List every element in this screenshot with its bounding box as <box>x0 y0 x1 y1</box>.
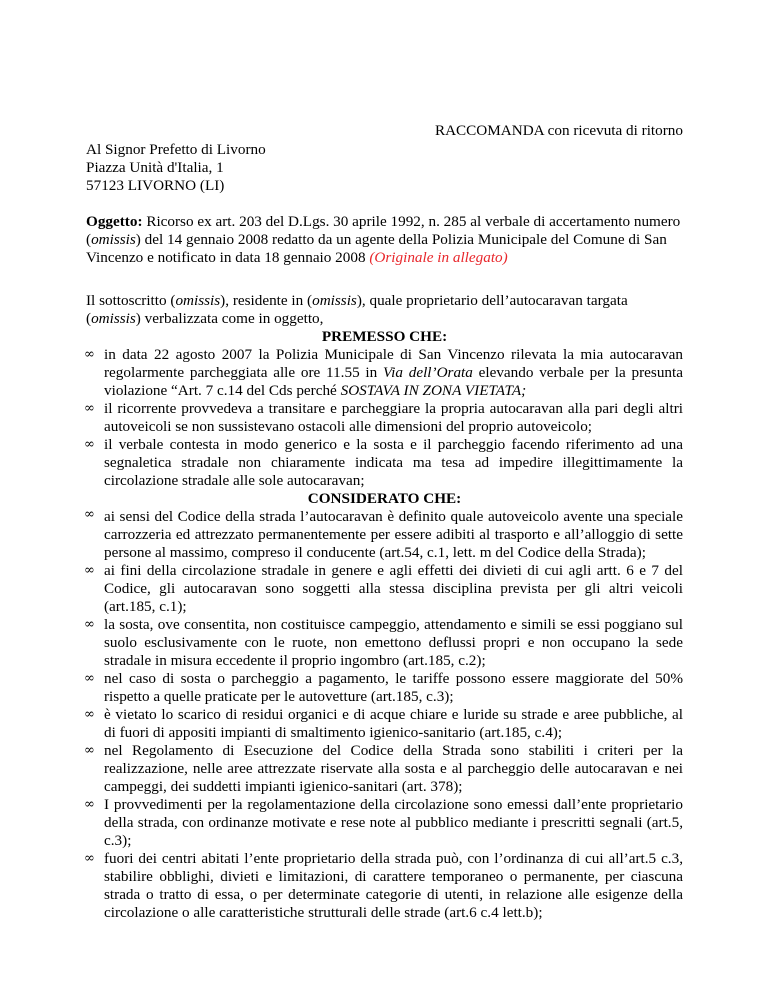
infinity-bullet-icon: ∞ <box>84 797 95 812</box>
list-item <box>86 562 683 616</box>
list-item <box>86 436 683 490</box>
list-item <box>86 742 683 796</box>
item-text: ai sensi del Codice della strada l’autocaravan è definito quale autoveicolo avente una speciale carrozzeria ed attrezzato permanentemente per essere adibiti al trasporto e all’alloggio di sette persone al massimo, compreso il conducente (art.54, c.1, lett. m del Codice della Strada); <box>104 508 683 561</box>
address-line: Al Signor Prefetto di Livorno <box>86 141 266 158</box>
item-text: nel Regolamento di Esecuzione del Codice della Strada sono stabiliti i criteri per la realizzazione, nelle aree attrezzate riservate alla sosta e al parcheggio delle autocaravan e nei campeggi, dei suddetti impianti igienico-sanitari (art. 378); <box>104 742 683 795</box>
infinity-bullet-icon: ∞ <box>84 437 95 452</box>
item-text: I provvedimenti per la regolamentazione della circolazione sono emessi dall’ente proprietario della strada, con ordinanze motivate e rese note al pubblico mediante i prescritti segnali (art.5, c.3); <box>104 796 683 849</box>
omissis: omissis <box>91 310 136 327</box>
infinity-bullet-icon: ∞ <box>84 347 95 362</box>
item-text: in data 22 agosto 2007 la Polizia Municipale di San Vincenzo rilevata la mia autocaravan regolarmente parcheggiata alle ore 11.55 in <box>104 346 683 381</box>
intro-text: ), residente in ( <box>220 292 313 309</box>
address-line: Piazza Unità d'Italia, 1 <box>86 159 224 176</box>
list-item <box>86 796 683 850</box>
list-item <box>86 850 683 922</box>
list-item <box>86 346 683 400</box>
intro-text: ), quale proprietario dell’autocaravan targata ( <box>86 292 628 327</box>
list-item <box>86 670 683 706</box>
list-item <box>86 508 683 562</box>
subject-paragraph <box>86 213 683 267</box>
subject-text: ) del 14 gennaio 2008 redatto da un agente della Polizia Municipale del Comune di San Vincenzo e notificato in data 18 gennaio 2008 <box>86 231 667 266</box>
subject-label: Oggetto: <box>86 213 143 230</box>
omissis: omissis <box>175 292 221 309</box>
attachment-note: (Originale in allegato) <box>369 249 508 266</box>
considerato-section <box>86 490 683 922</box>
street-name: Via dell’Orata <box>383 364 473 381</box>
infinity-bullet-icon: ∞ <box>84 671 95 686</box>
omissis: omissis <box>91 231 136 248</box>
subject-text: Ricorso ex art. 203 del D.Lgs. 30 aprile 1992, n. 285 al verbale di accertamento numero ( <box>86 213 681 248</box>
raccomandata-note: RACCOMANDA con ricevuta di ritorno <box>434 122 683 139</box>
infinity-bullet-icon: ∞ <box>84 743 95 758</box>
premesso-list <box>86 346 683 490</box>
omissis: omissis <box>312 292 357 309</box>
section-heading: PREMESSO CHE: <box>321 328 448 345</box>
infinity-bullet-icon: ∞ <box>84 401 95 416</box>
section-heading: CONSIDERATO CHE: <box>307 490 462 507</box>
item-text: fuori dei centri abitati l’ente proprietario della strada può, con l’ordinanza di cui all’art.5 c.3, stabilire obblighi, divieti e limitazioni, di carattere temporaneo o permanente, per ciascuna strada o tratto di essa, o per determinate categorie di utenti, in relazione alle esigenze della circolazione o alle caratteristiche strutturali delle strade (art.6 c.4 lett.b); <box>104 850 683 921</box>
intro-text: Il sottoscritto ( <box>86 292 176 309</box>
item-text: elevando verbale per la presunta violazione “Art. 7 c.14 del Cds perché <box>104 364 683 399</box>
infinity-bullet-icon: ∞ <box>84 851 95 866</box>
infinity-bullet-icon: ∞ <box>84 617 95 632</box>
address-line: 57123 LIVORNO (LI) <box>86 177 225 194</box>
list-item <box>86 706 683 742</box>
recipient-address <box>86 141 266 195</box>
infinity-bullet-icon: ∞ <box>84 507 95 522</box>
list-item <box>86 400 683 436</box>
item-text: ai fini della circolazione stradale in genere e agli effetti dei divieti di cui agli artt. 6 e 7 del Codice, gli autocaravan sono soggetti alla stessa disciplina prevista per gli altri veicoli (art.185, c.1); <box>104 562 683 615</box>
intro-paragraph <box>86 292 683 328</box>
item-text: la sosta, ove consentita, non costituisce campeggio, attendamento e simili se essi poggiano sul suolo esclusivamente con le ruote, non emettono deflussi propri e non occupano la sede stradale in misura eccedente il proprio ingombro (art.185, c.2); <box>104 616 683 669</box>
item-text: il ricorrente provvedeva a transitare e parcheggiare la propria autocaravan alla pari degli altri autoveicoli se non sussistevano ostacoli alle dimensioni del proprio autoveicolo; <box>104 400 683 435</box>
item-text: nel caso di sosta o parcheggio a pagamento, le tariffe possono essere maggiorate del 50% rispetto a quelle praticate per le autovetture (art.185, c.3); <box>104 670 683 705</box>
premesso-section <box>86 328 683 490</box>
infinity-bullet-icon: ∞ <box>84 707 95 722</box>
item-text: è vietato lo scarico di residui organici e di acque chiare e luride su strade e aree pubbliche, al di fuori di appositi impianti di smaltimento igienico-sanitario (art.185, c.4); <box>104 706 683 741</box>
considerato-list <box>86 508 683 922</box>
item-text: il verbale contesta in modo generico e la sosta e il parcheggio facendo riferimento ad una segnaletica stradale non chiaramente indicata ma tesa ad impedire illegittimamente la circolazione stradale alle sole autocaravan; <box>104 436 683 489</box>
violation-text: SOSTAVA IN ZONA VIETATA; <box>340 382 527 399</box>
intro-text: ) verbalizzata come in oggetto, <box>135 310 324 327</box>
list-item <box>86 616 683 670</box>
infinity-bullet-icon: ∞ <box>84 563 95 578</box>
